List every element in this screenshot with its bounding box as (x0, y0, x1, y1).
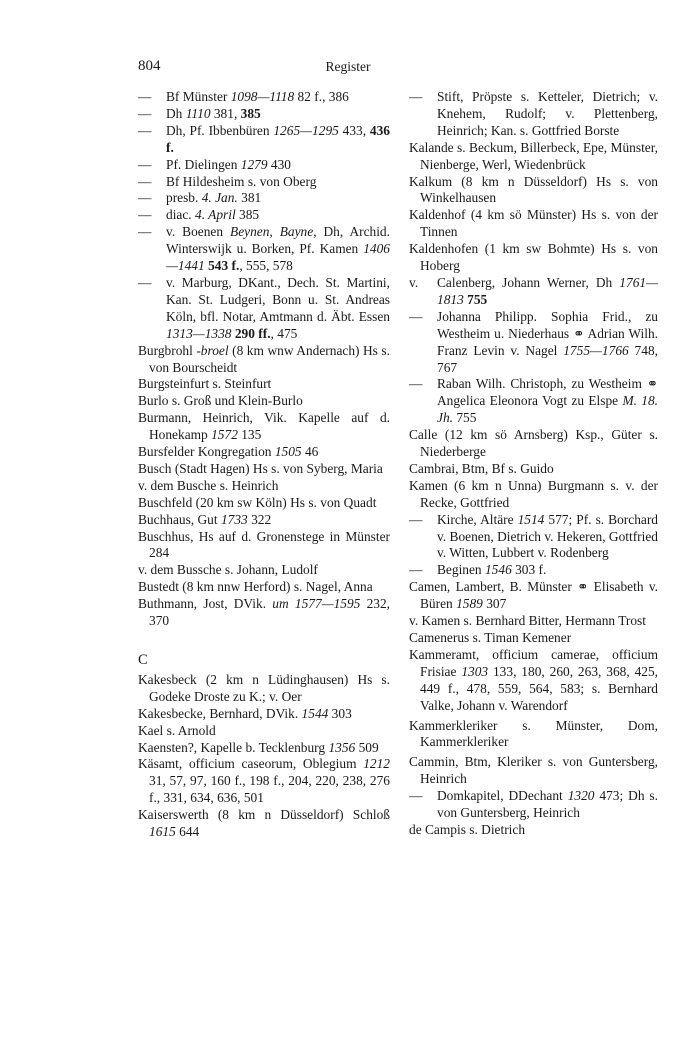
entry-lead: — (138, 190, 152, 206)
entry-text: Buschhus, Hs auf d. Gronenstege in Münster 284 (138, 528, 390, 561)
entry-text: Bf Münster 1098—1118 82 f., 386 (166, 89, 349, 104)
entry-text: Kaensten?, Kapelle b. Tecklenburg 1356 509 (138, 739, 379, 755)
entry-text: diac. 4. April 385 (166, 207, 260, 223)
entry-text: Kirche, Altäre 1514 577; Pf. s. Borchard v. Boenen, Dietrich v. Hekeren, Gottfried v. Witten, Lubbert v. Rodenberg (437, 511, 658, 561)
register-entry (138, 512, 390, 529)
entry-text: Kakesbecke, Bernhard, DVik. 1544 303 (138, 705, 352, 721)
register-entry (409, 89, 658, 140)
entry-lead: — (138, 105, 152, 121)
register-entry (409, 630, 658, 647)
register-entry (138, 495, 390, 512)
register-entry (138, 275, 390, 343)
entry-text: v. Boenen Beynen, Bayne, Dh, Archid. Winterswijk u. Borken, Pf. Kamen 1406—1441 543 f., 555, 578 (166, 224, 390, 274)
register-entry (409, 822, 658, 839)
entry-lead: — (409, 308, 423, 324)
entry-text: Camen, Lambert, B. Münster ⚭ Elisabeth v. Büren 1589 307 (409, 579, 658, 612)
entry-text: Kammeramt, officium camerae, officium Frisiae 1303 133, 180, 260, 263, 368, 425, 449 f., 478, 559, 564, 583; s. Bernhard Valke, Johann v. Warendorf (409, 646, 658, 713)
entry-text: Camenerus s. Timan Kemener (409, 630, 572, 645)
entry-lead: — (138, 173, 152, 189)
entry-text: v. Marburg, DKant., Dech. St. Martini, Kan. St. Ludgeri, Bonn u. St. Andreas Köln, bfl. Notar, Amtmann d. Äbt. Essen 1313—1338 290 ff., 475 (166, 274, 390, 341)
entry-text: Bustedt (8 km nnw Herford) s. Nagel, Anna (138, 579, 373, 595)
register-entry (138, 672, 390, 706)
entry-lead: — (138, 207, 152, 223)
register-entry (409, 718, 658, 752)
entry-text: Calle (12 km sö Arnsberg) Ksp., Güter s. Niederberge (409, 427, 658, 460)
entry-text: Bursfelder Kongregation 1505 46 (138, 444, 319, 460)
entry-text: Dh, Pf. Ibbenbüren 1265—1295 433, 436 f. (166, 122, 390, 155)
entry-text: Pf. Dielingen 1279 430 (166, 156, 291, 172)
entry-text: v. Kamen s. Bernhard Bitter, Hermann Trost (409, 613, 646, 629)
register-entry (138, 444, 390, 461)
register-entry (409, 613, 658, 630)
entry-text: v. dem Bussche s. Johann, Ludolf (138, 562, 318, 578)
register-entry (409, 788, 658, 822)
entry-text: Buschfeld (20 km sw Köln) Hs s. von Quadt (138, 494, 377, 510)
entry-text: Buchhaus, Gut 1733 322 (138, 511, 272, 527)
register-entry (409, 427, 658, 461)
entry-lead: — (409, 89, 423, 104)
entry-text: presb. 4. Jan. 381 (166, 190, 262, 206)
register-entry (138, 756, 390, 807)
register-entry (138, 740, 390, 757)
entry-lead: — (138, 274, 152, 290)
register-entry (409, 647, 658, 715)
entry-text: Calenberg, Johann Werner, Dh 1761—1813 755 (437, 274, 658, 307)
entry-text: Burmann, Heinrich, Vik. Kapelle auf d. Honekamp 1572 135 (138, 410, 390, 443)
entry-text: Kalande s. Beckum, Billerbeck, Epe, Münster, Nienberge, Werl, Wiedenbrück (409, 139, 658, 172)
register-entry (409, 562, 658, 579)
entry-text: Burgsteinfurt s. Steinfurt (138, 376, 272, 392)
entry-text: Cambrai, Btm, Bf s. Guido (409, 460, 554, 476)
entry-lead: — (409, 376, 423, 392)
register-entry (138, 596, 390, 630)
register-entry (138, 207, 390, 224)
register-entry (138, 461, 390, 478)
entry-text: Käsamt, officium caseorum, Oblegium 1212 31, 57, 97, 160 f., 198 f., 204, 220, 238, 276 f., 331, 634, 636, 501 (138, 756, 390, 806)
entry-text: Beginen 1546 303 f. (437, 562, 547, 578)
entry-text: Raban Wilh. Christoph, zu Westheim ⚭ Angelica Eleonora Vogt zu Elspe M. 18. Jh. 755 (437, 376, 658, 426)
register-entry (138, 478, 390, 495)
register-entry (409, 579, 658, 613)
entry-lead: v. (409, 274, 419, 290)
entry-text: de Campis s. Dietrich (409, 821, 526, 837)
running-head: Register (325, 59, 371, 74)
entry-lead: — (138, 224, 152, 240)
entry-text: Kaldenhofen (1 km sw Bohmte) Hs s. von Hoberg (409, 241, 658, 274)
register-entry (138, 723, 390, 740)
entry-lead: — (409, 562, 423, 578)
register-column-left (138, 89, 390, 841)
entry-text: C (138, 652, 148, 668)
register-entry (138, 706, 390, 723)
register-entry (138, 190, 390, 207)
register-entry (409, 754, 658, 788)
page-number: 804 (138, 58, 161, 74)
entry-text: Kamen (6 km n Unna) Burgmann s. v. der Recke, Gottfried (409, 477, 658, 510)
entry-lead: — (138, 89, 152, 104)
entry-text: Stift, Pröpste s. Ketteler, Dietrich; v. Knehem, Rudolf; v. Plettenberg, Heinrich; Kan. s. Gottfried Borste (437, 89, 658, 138)
entry-text: Kammerkleriker s. Münster, Dom, Kammerkleriker (409, 717, 658, 750)
register-entry (409, 461, 658, 478)
entry-lead: — (409, 511, 423, 527)
entry-text: Johanna Philipp. Sophia Frid., zu Westheim u. Niederhaus ⚭ Adrian Wilh. Franz Levin v. Nagel 1755—1766 748, 767 (437, 308, 658, 375)
entry-text: Kael s. Arnold (138, 722, 216, 738)
entry-text: Kaldenhof (4 km sö Münster) Hs s. von der Tinnen (409, 207, 658, 240)
register-entry (409, 478, 658, 512)
entry-text: Kalkum (8 km n Düsseldorf) Hs s. von Winkelhausen (409, 173, 658, 206)
register-entry (409, 241, 658, 275)
entry-text: Burlo s. Groß und Klein-Burlo (138, 393, 303, 409)
register-entry (138, 224, 390, 275)
register-entry (138, 807, 390, 841)
entry-text: v. dem Busche s. Heinrich (138, 477, 279, 493)
register-entry (138, 157, 390, 174)
entry-text: Kakesbeck (2 km n Lüdinghausen) Hs s. Godeke Droste zu K.; v. Oer (138, 671, 390, 704)
register-entry (138, 529, 390, 563)
register-entry (138, 410, 390, 444)
entry-lead: — (138, 122, 152, 138)
page-header (138, 58, 558, 80)
register-entry (138, 393, 390, 410)
register-entry (409, 309, 658, 377)
register-entry (138, 343, 390, 377)
register-entry (409, 207, 658, 241)
register-entry (409, 174, 658, 208)
register-entry (138, 123, 390, 157)
entry-text: Busch (Stadt Hagen) Hs s. von Syberg, Maria (138, 460, 383, 476)
entry-lead: — (409, 788, 423, 804)
entry-text: Cammin, Btm, Kleriker s. von Guntersberg, Heinrich (409, 754, 658, 787)
register-entry (138, 106, 390, 123)
entry-lead: — (138, 156, 152, 172)
register-entry (138, 562, 390, 579)
register-entry (138, 89, 390, 106)
register-entry (409, 140, 658, 174)
entry-text: Bf Hildesheim s. von Oberg (166, 173, 317, 189)
register-entry (138, 174, 390, 191)
register-entry (138, 579, 390, 596)
entry-text: Domkapitel, DDechant 1320 473; Dh s. von Guntersberg, Heinrich (437, 788, 658, 821)
register-entry (409, 512, 658, 563)
register-entry (138, 376, 390, 393)
register-column-right (409, 89, 658, 839)
entry-text: Burgbrohl -broel (8 km wnw Andernach) Hs s. von Bourscheidt (138, 342, 390, 375)
register-entry (409, 376, 658, 427)
register-entry (409, 275, 658, 309)
entry-text: Kaiserswerth (8 km n Düsseldorf) Schloß 1615 644 (138, 807, 390, 840)
entry-text: Dh 1110 381, 385 (166, 105, 261, 121)
entry-text: Buthmann, Jost, DVik. um 1577—1595 232, 370 (138, 596, 391, 629)
section-heading (138, 652, 390, 669)
